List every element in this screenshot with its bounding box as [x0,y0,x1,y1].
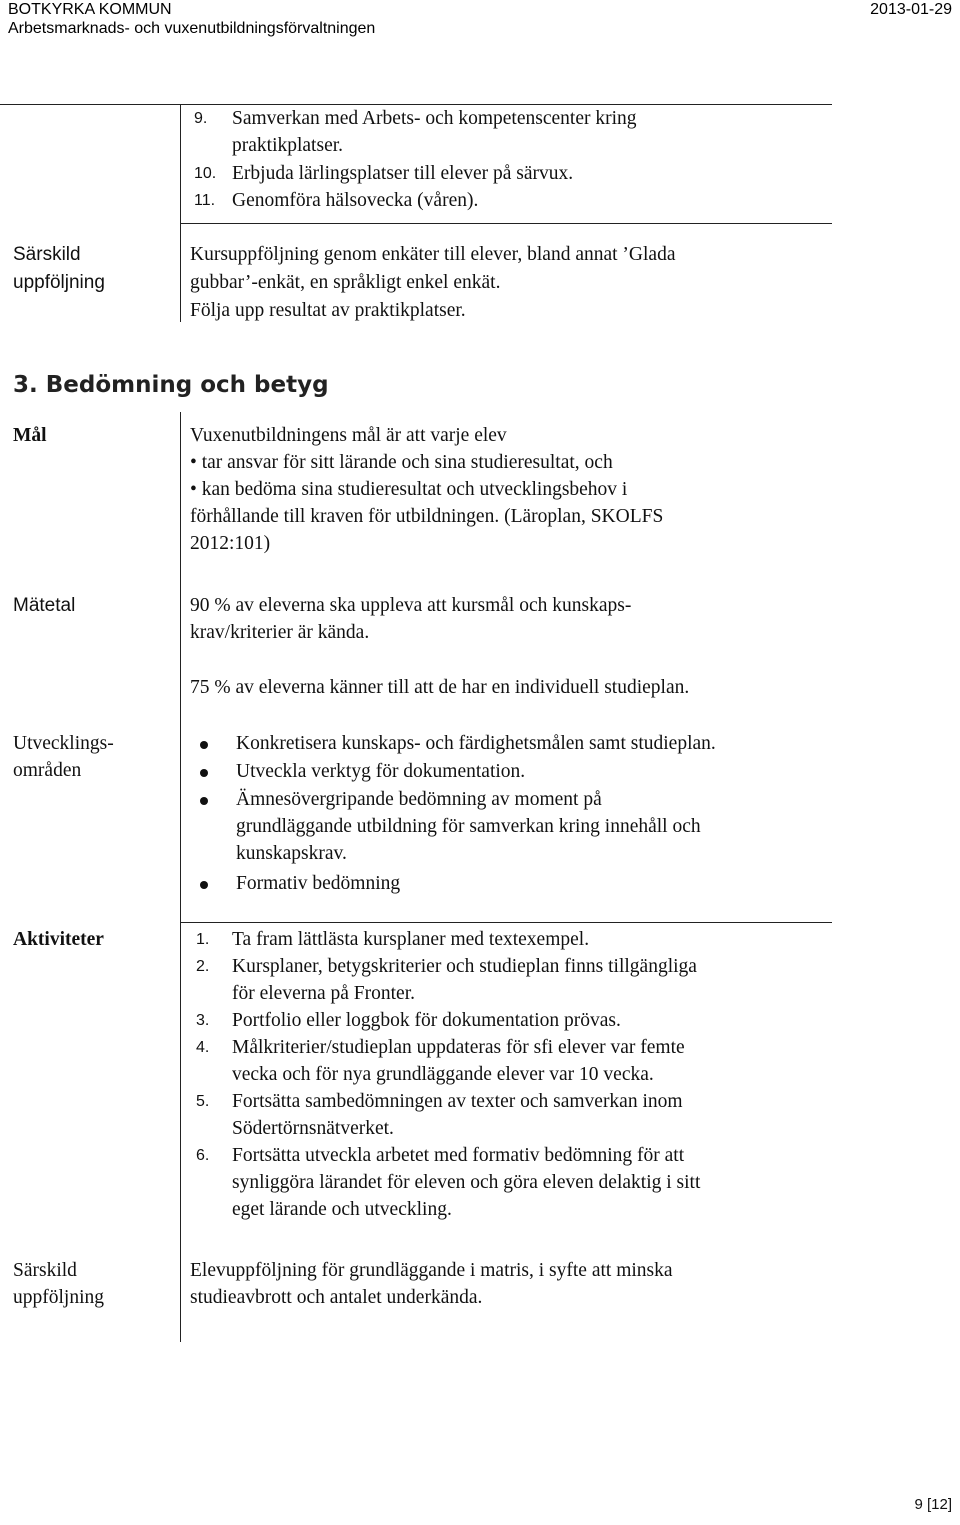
list-item: kunskapskrav. [236,843,347,864]
table-column-divider [180,412,181,1342]
list-item: Ämnesövergripande bedömning av moment på [236,789,602,810]
list-item: för eleverna på Fronter. [232,983,416,1004]
list-item: grundläggande utbildning för samverkan kring innehåll och [236,816,701,837]
list-number: 9. [194,110,208,127]
list-number: 1. [196,931,210,948]
header-org: BOTKYRKA KOMMUN [8,1,172,18]
list-item: Konkretisera kunskaps- och färdighetsmålen samt studieplan. [236,733,716,754]
sarskild-text: studieavbrott och antalet underkända. [190,1287,483,1308]
list-number: 10. [194,165,217,182]
aktiviteter-label: Aktiviteter [13,929,104,950]
followup-label: Särskild [13,244,81,265]
sarskild-text: Elevuppföljning för grundläggande i matris, i syfte att minska [190,1260,673,1281]
list-item: Formativ bedömning [236,873,401,894]
matetal-text: 75 % av eleverna känner till att de har en individuell studieplan. [190,677,690,698]
page-number: 9 [12] [914,1496,952,1513]
bullet-text: kan bedöma sina studieresultat och utvecklingsbehov i [201,479,628,500]
list-item: Portfolio eller loggbok för dokumentation prövas. [232,1010,621,1031]
table-column-divider [180,104,181,322]
mal-continuation: förhållande till kraven för utbildningen. (Läroplan, SKOLFS [190,506,664,527]
list-item: Fortsätta utveckla arbetet med formativ bedömning för att [232,1145,685,1166]
table-row-divider [180,922,832,923]
list-item: praktikplatser. [232,135,344,156]
mal-intro: Vuxenutbildningens mål är att varje elev [190,425,507,446]
bullet-icon [200,769,208,777]
utvecklingsomraden-label: Utvecklings- [13,733,114,754]
matetal-label: Mätetal [13,595,76,616]
header-date: 2013-01-29 [870,1,952,18]
matetal-text: krav/kriterier är kända. [190,622,370,643]
bullet-text: tar ansvar för sitt lärande och sina studieresultat, och [201,452,613,473]
bullet-icon [200,797,208,805]
bullet-icon [200,741,208,749]
mal-label: Mål [13,425,47,446]
list-item: vecka och för nya grundläggande elever var 10 vecka. [232,1064,654,1085]
list-item: synliggöra lärandet för eleven och göra eleven delaktig i sitt [232,1172,701,1193]
list-item: Utveckla verktyg för dokumentation. [236,761,526,782]
list-item: Kursplaner, betygskriterier och studieplan finns tillgängliga [232,956,697,977]
list-item: Fortsätta sambedömningen av texter och samverkan inom [232,1091,683,1112]
list-item: Målkriterier/studieplan uppdateras för sfi elever var femte [232,1037,685,1058]
list-item: Södertörnsnätverket. [232,1118,394,1139]
utvecklingsomraden-label: områden [13,760,82,781]
followup-text: gubbar’-enkät, en språkligt enkel enkät. [190,272,501,293]
list-number: 6. [196,1147,210,1164]
sarskild-label: Särskild [13,1260,77,1281]
list-item: • kan bedöma sina studieresultat och utvecklingsbehov i [190,479,628,500]
list-item: eget lärande och utveckling. [232,1199,452,1220]
list-item: Genomföra hälsovecka (våren). [232,190,479,211]
table-row-divider [180,223,832,224]
list-item: Ta fram lättlästa kursplaner med textexempel. [232,929,590,950]
list-item: Samverkan med Arbets- och kompetenscenter kring [232,108,637,129]
list-number: 3. [196,1012,210,1029]
matetal-text: 90 % av eleverna ska uppleva att kursmål och kunskaps- [190,595,632,616]
mal-continuation: 2012:101) [190,533,271,554]
sarskild-label: uppföljning [13,1287,104,1308]
bullet-icon [200,881,208,889]
header-department: Arbetsmarknads- och vuxenutbildningsförvaltningen [8,20,376,37]
list-number: 11. [194,192,216,209]
list-number: 5. [196,1093,210,1110]
section-heading: 3. Bedömning och betyg [13,372,329,398]
list-number: 2. [196,958,210,975]
list-item: Erbjuda lärlingsplatser till elever på särvux. [232,163,574,184]
followup-text: Kursuppföljning genom enkäter till elever, bland annat ’Glada [190,244,676,265]
followup-text: Följa upp resultat av praktikplatser. [190,300,466,321]
followup-label: uppföljning [13,272,105,293]
list-number: 4. [196,1039,210,1056]
list-item: • tar ansvar för sitt lärande och sina studieresultat, och [190,452,613,473]
